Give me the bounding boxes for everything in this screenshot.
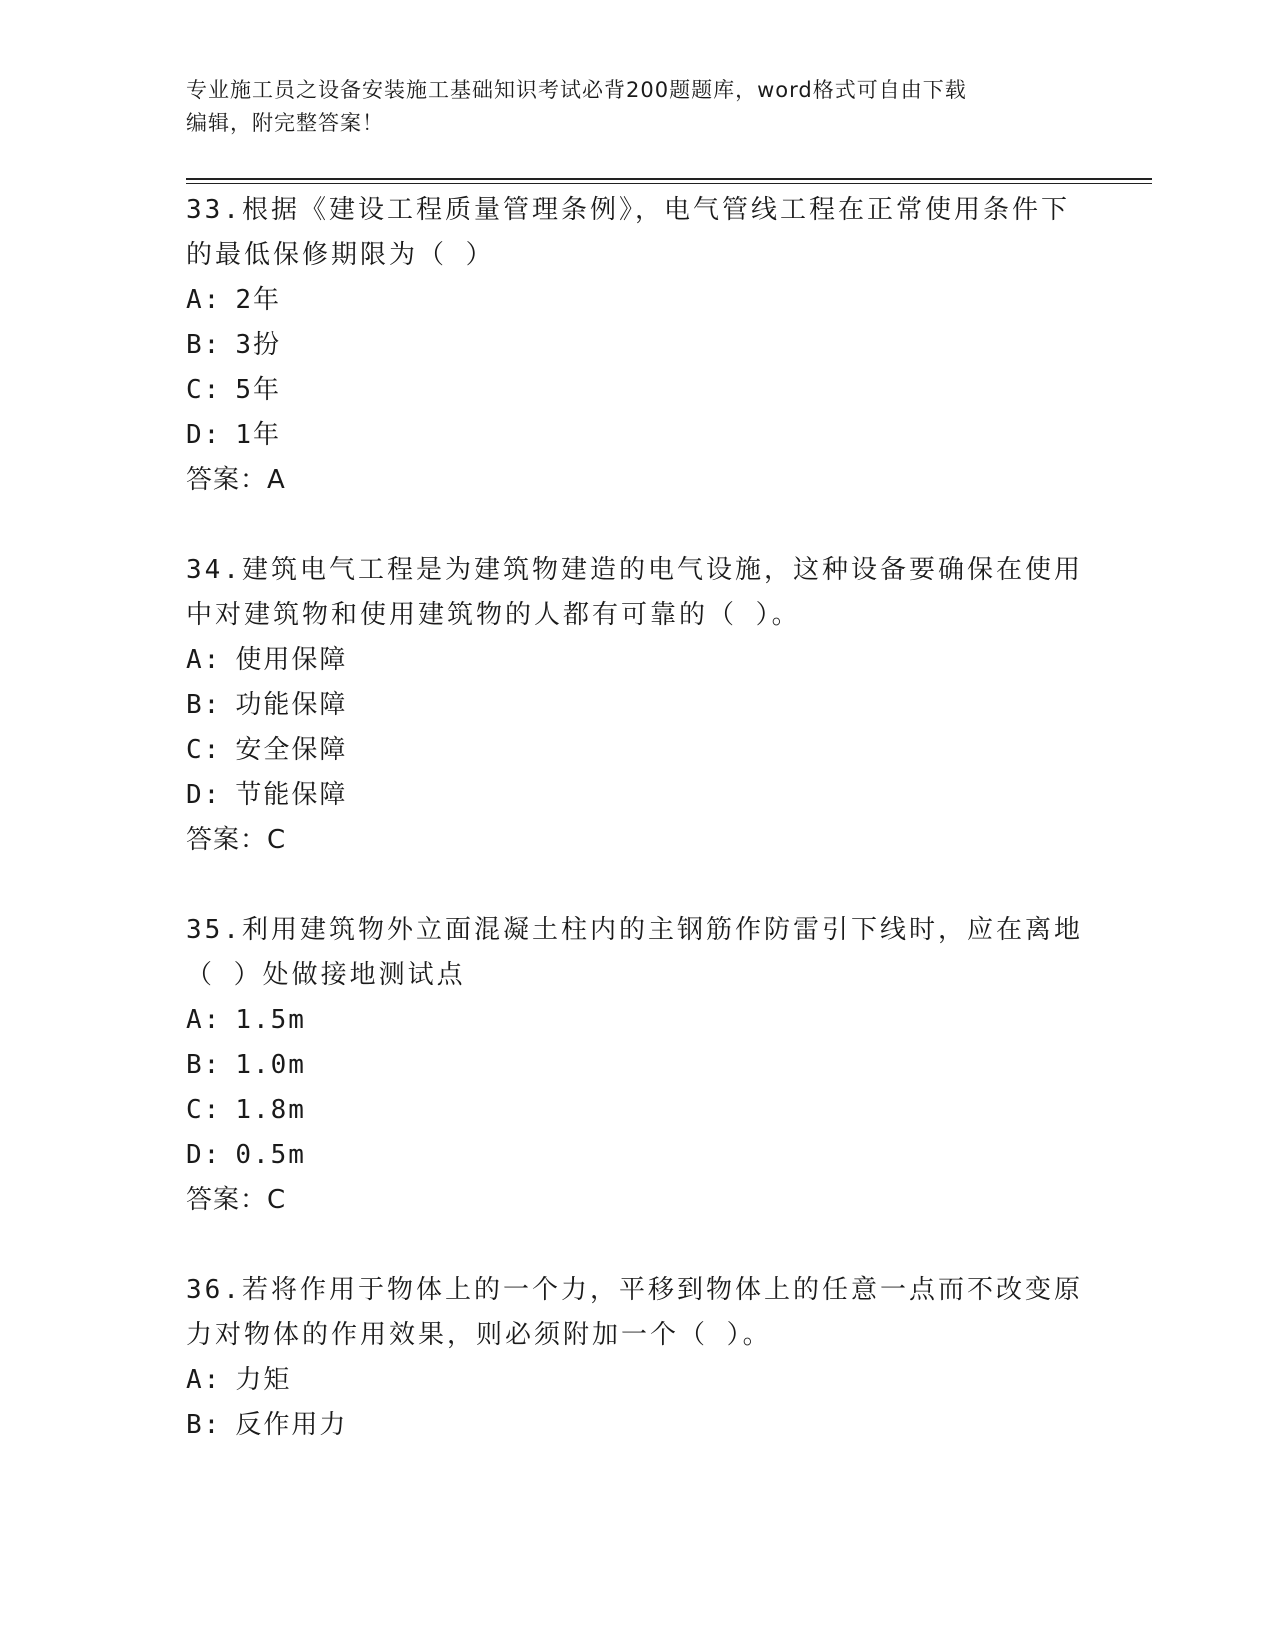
question-stem-line-2: 的最低保修期限为（ ） <box>186 240 495 270</box>
option-key: A: <box>186 285 222 315</box>
option-b <box>186 1403 1086 1448</box>
option-b <box>186 323 1086 368</box>
option-key: C: <box>186 735 222 765</box>
option-a <box>186 638 1086 683</box>
option-c <box>186 368 1086 413</box>
question-stem-line-1: 33.根据《建设工程质量管理条例》，电气管线工程在正常使用条件下 <box>186 195 1070 225</box>
option-text: 反作用力 <box>235 1410 348 1440</box>
option-text: 安全保障 <box>235 735 348 765</box>
question-stem-line-1: 36.若将作用于物体上的一个力，平移到物体上的任意一点而不改变原 <box>186 1275 1083 1305</box>
question-35 <box>186 908 1086 1223</box>
option-key: D: <box>186 1140 222 1170</box>
option-key: D: <box>186 780 222 810</box>
option-key: B: <box>186 690 222 720</box>
question-list <box>186 188 1086 1448</box>
option-a <box>186 998 1086 1043</box>
question-33 <box>186 188 1086 503</box>
option-text: 1.0m <box>235 1050 306 1080</box>
question-34 <box>186 548 1086 863</box>
option-text: 节能保障 <box>235 780 348 810</box>
option-text: 0.5m <box>235 1140 306 1170</box>
question-stem-line-2: （ ）处做接地测试点 <box>186 960 466 990</box>
option-a <box>186 1358 1086 1403</box>
option-key: A: <box>186 1365 222 1395</box>
option-text: 1.5m <box>235 1005 306 1035</box>
option-c <box>186 728 1086 773</box>
option-key: A: <box>186 645 222 675</box>
option-text: 1年 <box>235 420 281 450</box>
question-stem-line-1: 35.利用建筑物外立面混凝土柱内的主钢筋作防雷引下线时，应在离地 <box>186 915 1083 945</box>
option-text: 力矩 <box>235 1365 292 1395</box>
header-title-line-1: 专业施工员之设备安装施工基础知识考试必背200题题库，word格式可自由下载 <box>186 78 967 102</box>
option-d <box>186 413 1086 458</box>
option-text: 1.8m <box>235 1095 306 1125</box>
option-c <box>186 1088 1086 1133</box>
question-stem-line-2: 中对建筑物和使用建筑物的人都有可靠的（ ）。 <box>186 600 801 630</box>
option-key: D: <box>186 420 222 450</box>
option-text: 功能保障 <box>235 690 348 720</box>
answer-line: 答案：A <box>186 465 286 495</box>
option-b <box>186 1043 1086 1088</box>
option-key: C: <box>186 1095 222 1125</box>
header-title-line-2: 编辑，附完整答案！ <box>186 111 384 135</box>
option-text: 2年 <box>235 285 281 315</box>
document-header <box>186 74 1086 140</box>
header-divider-thin <box>186 183 1152 184</box>
option-a <box>186 278 1086 323</box>
question-36 <box>186 1268 1086 1448</box>
question-stem-line-1: 34.建筑电气工程是为建筑物建造的电气设施，这种设备要确保在使用 <box>186 555 1083 585</box>
option-key: B: <box>186 1410 222 1440</box>
option-text: 使用保障 <box>235 645 348 675</box>
answer-line: 答案：C <box>186 825 287 855</box>
option-key: A: <box>186 1005 222 1035</box>
option-key: B: <box>186 330 222 360</box>
question-stem-line-2: 力对物体的作用效果，则必须附加一个（ ）。 <box>186 1320 772 1350</box>
option-key: B: <box>186 1050 222 1080</box>
answer-line: 答案：C <box>186 1185 287 1215</box>
option-d <box>186 773 1086 818</box>
option-text: 3扮 <box>235 330 281 360</box>
option-d <box>186 1133 1086 1178</box>
header-divider-thick <box>186 178 1152 180</box>
option-text: 5年 <box>235 375 281 405</box>
option-b <box>186 683 1086 728</box>
option-key: C: <box>186 375 222 405</box>
